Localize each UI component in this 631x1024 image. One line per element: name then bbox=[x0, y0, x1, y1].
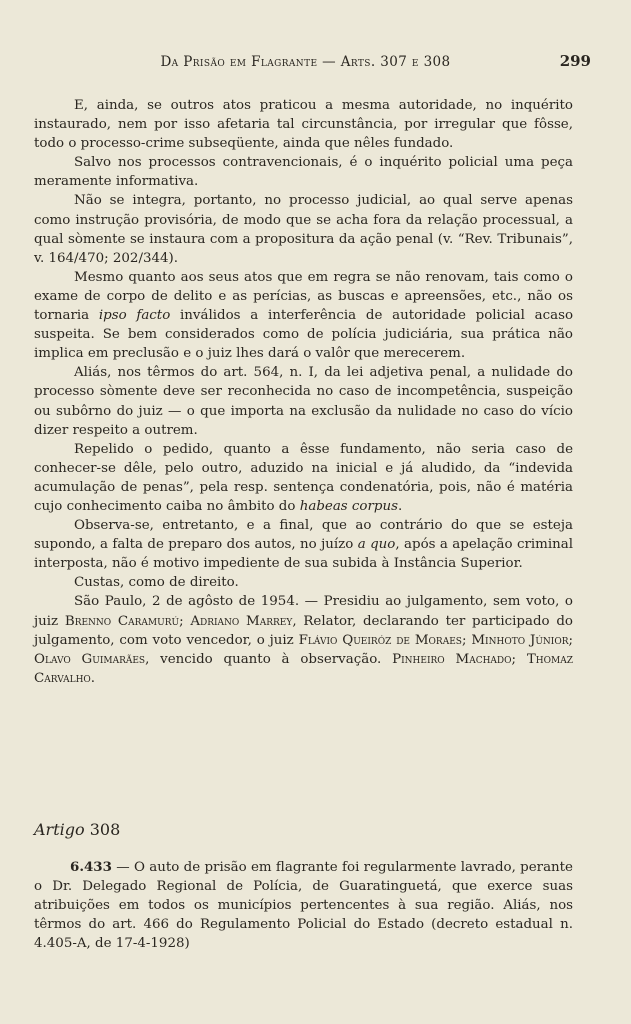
paragraph-4-text-a: Mesmo quanto aos seus atos que em regra se não renovam, tais como o exame de corpo de delito e as perícias, as buscas e apreensões, etc., não os tornaria bbox=[34, 269, 573, 324]
paragraph-5: Aliás, nos têrmos do art. 564, n. I, da lei adjetiva penal, a nulidade do processo sòmente deve ser reconhecida no caso de incompetência, suspeição ou subôrno do juiz — o que importa na exclusão da nulidade no caso do vício dizer respeito a outrem. bbox=[34, 365, 573, 438]
judge-name-2: Adriano Marrey bbox=[190, 613, 293, 629]
sep-1: ; bbox=[179, 613, 184, 629]
judge-name-7: Thomaz Carvalho bbox=[34, 651, 573, 686]
sep-6: ; bbox=[511, 651, 517, 667]
paragraph-4 bbox=[34, 268, 573, 363]
judge-name-3: Flávio Queiróz de Moraes bbox=[298, 632, 462, 648]
habeas-corpus-term: habeas corpus bbox=[299, 498, 398, 514]
paragraph-7 bbox=[34, 516, 573, 573]
paragraph-6 bbox=[34, 440, 573, 516]
a-quo-term: a quo bbox=[357, 537, 396, 553]
sep-4: ; bbox=[568, 632, 574, 648]
paragraph-2: Salvo nos processos contravencionais, é o inquérito policial uma peça meramente informativa. bbox=[34, 155, 573, 190]
sep-5: , vencido quanto à observação. bbox=[145, 651, 382, 667]
body-text bbox=[34, 96, 573, 688]
page-header bbox=[60, 52, 591, 76]
sep-2: , Relator, declarando ter participado do julgamento, com voto vencedor, o juiz bbox=[34, 613, 573, 648]
judge-name-1: Brenno Caramurú bbox=[64, 613, 180, 629]
paragraph-7-text-b: , após a apelação criminal interposta, não é motivo impediente de sua subida à Instância Superior. bbox=[34, 537, 573, 572]
section-heading bbox=[34, 820, 120, 839]
paragraph-6-end: . bbox=[397, 498, 403, 514]
paragraph-9-text-a: São Paulo, 2 de agôsto de 1954. — Presidiu ao julgamento, sem voto, o juiz bbox=[34, 594, 573, 629]
ipso-facto-term: ipso facto bbox=[98, 308, 171, 324]
paragraph-8: Custas, como de direito. bbox=[74, 575, 239, 591]
section-label: Artigo bbox=[34, 820, 85, 839]
paragraph-4-text-b: inválidos a interferência de autoridade policial acaso suspeita. Se bem considerados como de polícia judiciária, sua prática não implica em preclusão e o juiz lhes dará o valôr que merecerem. bbox=[34, 308, 573, 362]
paragraph-1: E, ainda, se outros atos praticou a mesma autoridade, no inquérito instaurado, nem por isso afetaria tal circunstância, por irregular que fôsse, todo o processo-crime subseqüente, ainda que nêles fundado. bbox=[34, 98, 573, 152]
judge-name-6: Pinheiro Machado bbox=[392, 651, 512, 667]
paragraph-9-end: . bbox=[90, 670, 96, 686]
running-title: Da Prisão em Flagrante — Arts. 307 e 308 bbox=[160, 54, 451, 70]
entry-text: — O auto de prisão em flagrante foi regularmente lavrado, perante o Dr. Delegado Regional de Polícia, de Guaratinguetá, que exerce suas atribuições em todos os municípios pertencentes à sua região. Aliás, nos têrmos do art. 466 do Regulamento Policial do Estado (decreto estadual n. 4.405-A, de 17-4-1928) bbox=[34, 860, 573, 952]
page-number: 299 bbox=[559, 52, 591, 70]
sep-3: ; bbox=[461, 632, 467, 648]
entry-paragraph bbox=[34, 858, 573, 953]
judge-name-4: Minhoto Júnior bbox=[471, 632, 569, 648]
paragraph-9 bbox=[34, 592, 573, 687]
judge-name-5: Olavo Guimarães bbox=[34, 651, 146, 667]
entry-number: 6.433 bbox=[70, 859, 112, 875]
section-number: 308 bbox=[89, 820, 121, 839]
entry-6433 bbox=[34, 858, 573, 953]
paragraph-7-text-a: Observa-se, entretanto, e a final, que ao contrário do que se esteja supondo, a falta de preparo dos autos, no juízo bbox=[34, 518, 573, 553]
paragraph-6-text-a: Repelido o pedido, quanto a êsse fundamento, não seria caso de conhecer-se dêle, pelo outro, aduzido na inicial e já aludido, da “indevida acumulação de penas”, pela resp. sentença condenatória, pois, não é matéria cujo conhecimento caiba no âmbito do bbox=[34, 441, 573, 514]
paragraph-3: Não se integra, portanto, no processo judicial, ao qual serve apenas como instrução provisória, de modo que se acha fora da relação processual, a qual sòmente se instaura com a propositura da ação penal (v. “Rev. Tribunais”, v. 164/470; 202/344). bbox=[34, 193, 573, 266]
